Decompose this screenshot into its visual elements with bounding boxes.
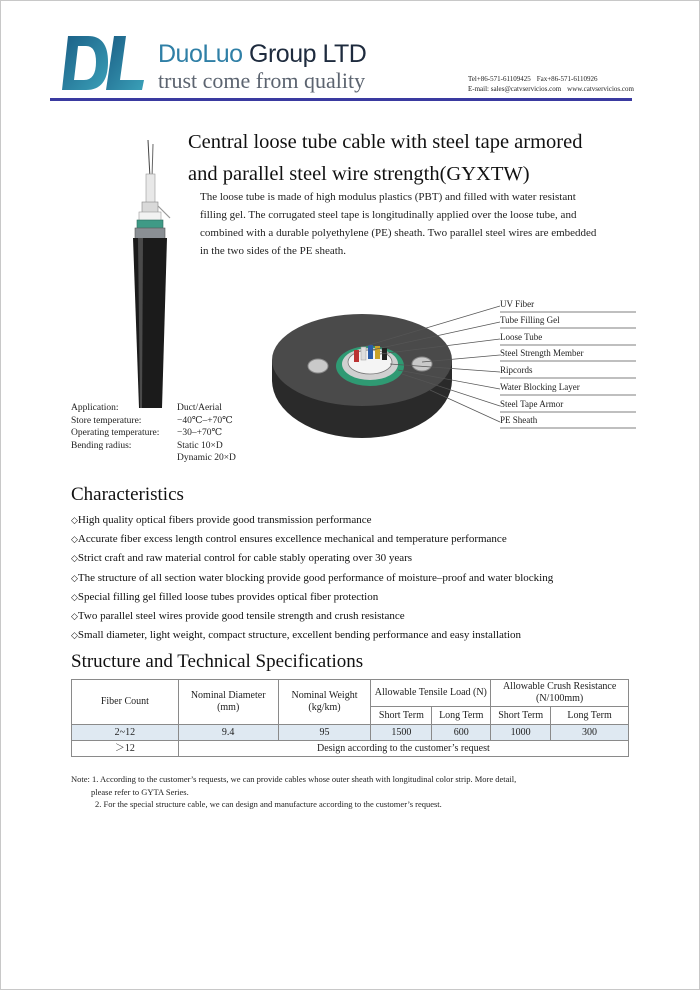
company-name-part2: Group LTD	[249, 40, 367, 68]
label-uv-fiber: UV Fiber	[500, 299, 535, 309]
spec-key: Store temperature:	[71, 415, 142, 426]
table-row	[72, 741, 629, 757]
list-item-text: Strict craft and raw material control for cable stably operating over 30 years	[77, 552, 413, 565]
list-item	[71, 626, 671, 645]
cell-crush-short: 1000	[491, 725, 551, 741]
cell-custom-design-note: Design according to the customer’s request	[178, 741, 628, 757]
list-item	[71, 607, 671, 626]
cable-specs	[71, 402, 236, 465]
structure-heading: Structure and Technical Specifications	[71, 651, 364, 672]
website: www.catvservicios.com	[567, 85, 634, 93]
header-crush-resistance: Allowable Crush Resistance (N/100mm)	[491, 680, 629, 707]
product-title-line1: Central loose tube cable with steel tape armored	[188, 131, 583, 153]
list-item-text: Special filling gel filled loose tubes provides optical fiber protection	[77, 590, 379, 603]
label-water-blocking-layer: Water Blocking Layer	[500, 382, 580, 392]
company-logo	[62, 30, 146, 96]
list-item-text: High quality optical fibers provide good transmission performance	[77, 514, 372, 526]
company-name-part1: DuoLuo	[158, 40, 243, 68]
spec-key: Operating temperature:	[71, 428, 160, 438]
spec-value: Duct/Aerial	[177, 403, 222, 413]
label-steel-strength-member: Steel Strength Member	[500, 348, 584, 358]
list-item-text: Small diameter, light weight, compact structure, excellent bending performance and easy installation	[77, 629, 521, 642]
telephone: Tel+86-571-61109425	[468, 75, 531, 83]
list-item-text: The structure of all section water blocking provide good performance of moisture–proof and water blocking	[77, 571, 554, 584]
email: E-mail: sales@catvservicios.com	[468, 85, 562, 93]
header-crush-short: Short Term	[491, 707, 551, 725]
list-item-text: Accurate fiber excess length control ensures excellence mechanical and temperature performance	[77, 533, 507, 546]
label-steel-tape-armor: Steel Tape Armor	[500, 399, 564, 409]
spec-key: Application:	[71, 403, 119, 413]
product-title	[188, 126, 668, 190]
tagline: trust come from quality	[158, 68, 366, 93]
cell-diameter: 9.4	[178, 725, 278, 741]
spec-row	[71, 427, 236, 440]
diamond-bullet-icon: ◇	[71, 554, 78, 565]
cell-crush-long: 300	[551, 725, 629, 741]
spec-value: Static 10×D	[177, 440, 223, 451]
diamond-bullet-icon: ◇	[71, 612, 78, 623]
spec-value: −40℃–+70℃	[177, 415, 233, 426]
diamond-bullet-icon: ◇	[71, 516, 78, 526]
spec-row	[71, 440, 236, 453]
spec-table	[71, 679, 629, 757]
spec-value: −30–+70℃	[177, 428, 223, 438]
spec-row	[71, 415, 236, 428]
cable-cross-section-image	[270, 300, 638, 442]
cell-fiber-count: ＞12	[72, 741, 179, 757]
product-title-line2: and parallel steel wire strength(GYXTW)	[188, 163, 530, 185]
header-rule	[50, 98, 632, 101]
header-nominal-diameter: Nominal Diameter (mm)	[178, 680, 278, 725]
contact-info	[468, 74, 634, 94]
table-header-row	[72, 680, 629, 707]
characteristics-list	[71, 511, 671, 645]
notes	[71, 773, 516, 811]
list-item	[71, 569, 671, 588]
note-line-3: 2. For the special structure cable, we can design and manufacture according to the customer’s request.	[95, 799, 442, 809]
fax: Fax+86-571-6110926	[536, 75, 598, 83]
label-pe-sheath: PE Sheath	[500, 415, 538, 425]
list-item-text: Two parallel steel wires provide good tensile strength and crush resistance	[77, 610, 405, 623]
list-item	[71, 549, 671, 568]
label-loose-tube: Loose Tube	[500, 332, 543, 342]
spec-row	[71, 402, 236, 415]
label-tube-filling-gel: Tube Filling Gel	[500, 315, 560, 325]
note-line-1: Note: 1. According to the customer’s requests, we can provide cables whose outer sheath with longitudinal color strip. More detail,	[71, 774, 517, 784]
diamond-bullet-icon: ◇	[71, 573, 78, 584]
list-item	[71, 511, 671, 530]
cell-weight: 95	[278, 725, 371, 741]
diamond-bullet-icon: ◇	[71, 592, 78, 603]
list-item	[71, 588, 671, 607]
company-name	[158, 40, 366, 69]
spec-value: Dynamic 20×D	[177, 453, 236, 463]
cable-side-view-image	[118, 138, 188, 413]
list-item	[71, 530, 671, 549]
header-tensile-short: Short Term	[371, 707, 432, 725]
header-crush-long: Long Term	[551, 707, 629, 725]
product-description: The loose tube is made of high modulus plastics (PBT) and filled with water resistant filling gel. The corrugated steel tape is longitudinally applied over the loose tube, and combined with a durable polyethylene (PE) sheath. Two parallel steel wires are embedded in the two sides of the PE sheath.	[200, 191, 597, 257]
header-tensile-long: Long Term	[432, 707, 491, 725]
diamond-bullet-icon: ◇	[71, 535, 78, 546]
spec-row	[71, 452, 236, 465]
header-tensile-load: Allowable Tensile Load (N)	[371, 680, 491, 707]
header-fiber-count: Fiber Count	[72, 680, 179, 725]
note-line-2: please refer to GYTA Series.	[91, 786, 189, 797]
cell-fiber-count: 2~12	[72, 725, 179, 741]
table-row	[72, 725, 629, 741]
cell-tensile-long: 600	[432, 725, 491, 741]
characteristics-heading: Characteristics	[71, 484, 184, 505]
cell-tensile-short: 1500	[371, 725, 432, 741]
header-nominal-weight: Nominal Weight (kg/km)	[278, 680, 371, 725]
spec-key	[71, 452, 177, 465]
label-ripcords: Ripcords	[500, 365, 533, 375]
spec-key: Bending radius:	[71, 440, 132, 451]
diamond-bullet-icon: ◇	[71, 631, 78, 642]
